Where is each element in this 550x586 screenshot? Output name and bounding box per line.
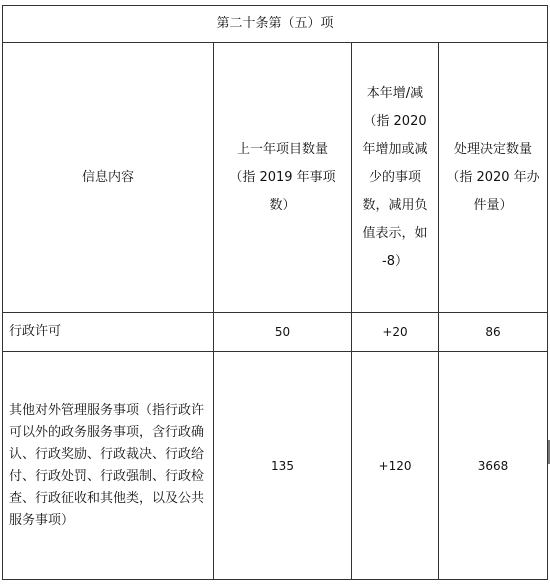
header-decision-count — [439, 43, 548, 313]
header-prev-year-count — [214, 43, 352, 313]
header-prev-year-count-text: 上一年项目数量 （指 2019 年事项数） — [229, 141, 336, 213]
row-label-admin-license: 行政许可 — [3, 313, 214, 352]
row-label-other-services: 其他对外管理服务事项（指行政许可以外的政务服务事项，含行政确认、行政奖励、行政裁决、行政给付、行政处罚、行政强制、行政检查、行政征收和其他类，以及公共服务事项） — [3, 352, 214, 580]
cell-change: +120 — [352, 352, 439, 580]
header-decision-count-text: 处理决定数量 （指 2020 年办 件量） — [446, 141, 540, 213]
header-year-change — [352, 43, 439, 313]
cell-prev-count: 50 — [214, 313, 352, 352]
cell-decisions: 3668 — [439, 352, 548, 580]
cell-decisions: 86 — [439, 313, 548, 352]
table-title-row — [3, 6, 548, 43]
header-info-content — [3, 43, 214, 313]
table-title: 第二十条第（五）项 — [3, 6, 548, 43]
table-header-row — [3, 43, 548, 313]
table-row — [3, 352, 548, 580]
header-info-content-text: 信息内容 — [81, 169, 134, 185]
table-row — [3, 313, 548, 352]
cell-change: +20 — [352, 313, 439, 352]
cell-prev-count: 135 — [214, 352, 352, 580]
disclosure-table — [2, 5, 548, 580]
header-year-change-text: 本年增/减 （指 2020 年增加或减 少的事项 数，减用负 值表示，如 -8） — [362, 85, 428, 269]
